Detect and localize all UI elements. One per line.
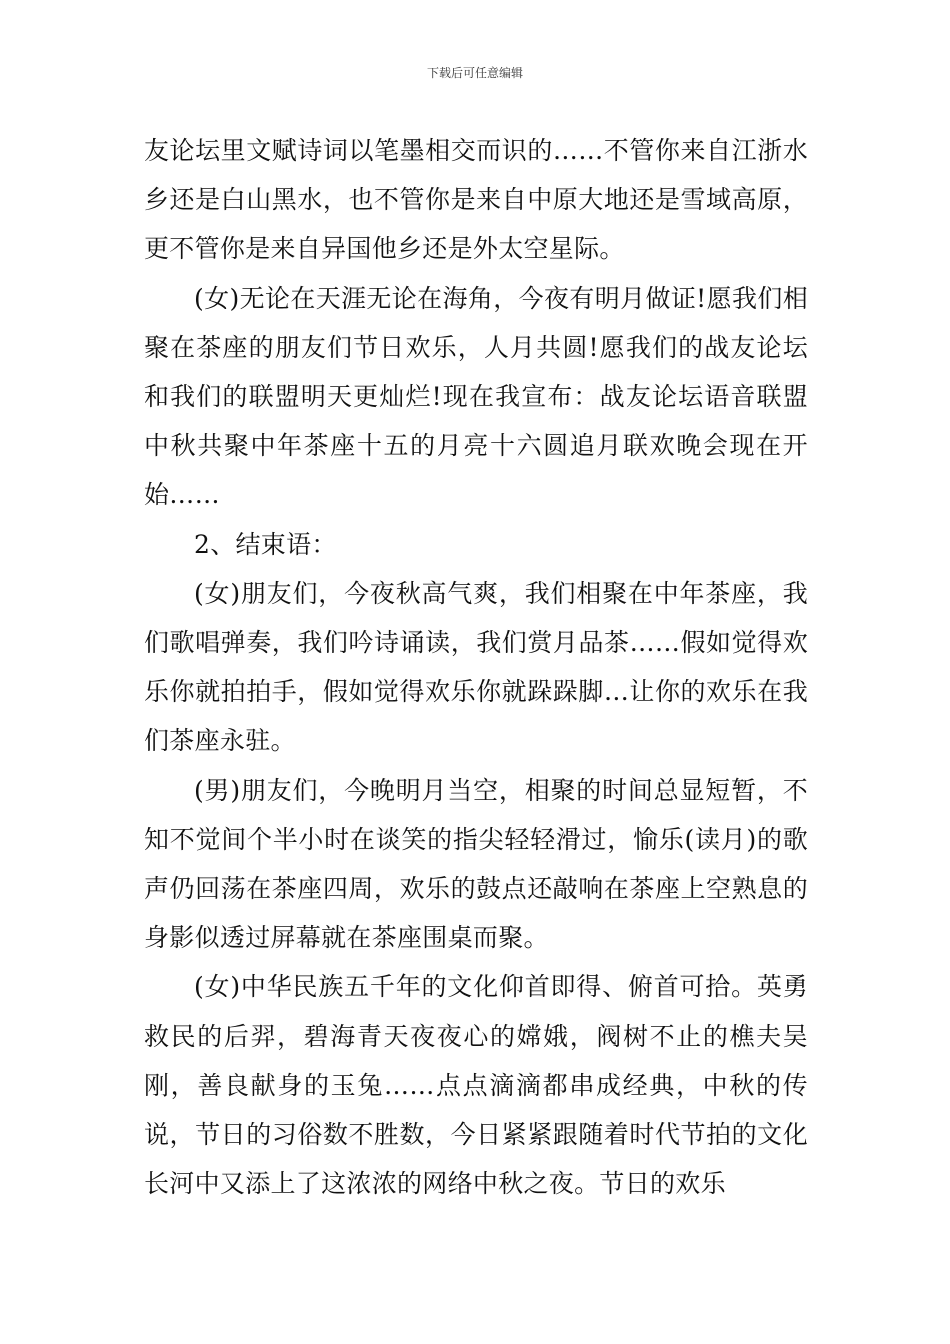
paragraph-continuation: 友论坛里文赋诗词以笔墨相交而识的……不管你来自江浙水乡还是白山黑水，也不管你是来自中原大地还是雪域高原，更不管你是来自异国他乡还是外太空星际。	[144, 136, 808, 264]
page-header: 下载后可任意编辑	[426, 66, 523, 80]
paragraph-female-culture: (女)中华民族五千年的文化仰首即得、俯首可拾。英勇救民的后羿，碧海青天夜夜心的嫦娥，阀树不止的樵夫吴刚，善良献身的玉兔……点点滴滴都串成经典，中秋的传说，节日的习俗数不胜数，今日紧紧跟随着时代节拍的文化长河中又添上了这浓浓的网络中秋之夜。节日的欢乐	[144, 972, 808, 1199]
paragraph-male-closing: (男)朋友们，今晚明月当空，相聚的时间总显短暂，不知不觉间个半小时在谈笑的指尖轻轻滑过，愉乐(读月)的歌声仍回荡在茶座四周，欢乐的鼓点还敲响在茶座上空熟息的身影似透过屏幕就在茶座围桌而聚。	[144, 775, 808, 953]
paragraph-female-closing: (女)朋友们，今夜秋高气爽，我们相聚在中年茶座，我们歌唱弹奏，我们吟诗诵读，我们赏月品茶……假如觉得欢乐你就拍拍手，假如觉得欢乐你就跺跺脚…让你的欢乐在我们茶座永驻。	[144, 578, 808, 756]
section-heading-closing: 2、结束语：	[194, 529, 337, 559]
paragraph-female-opening: (女)无论在天涯无论在海角，今夜有明月做证!愿我们相聚在茶座的朋友们节日欢乐，人月共圆!愿我们的战友论坛和我们的联盟明天更灿烂!现在我宣布：战友论坛语音联盟中秋共聚中年茶座十五的月亮十六圆追月联欢晚会现在开始……	[144, 283, 808, 510]
document-body	[144, 126, 808, 1208]
